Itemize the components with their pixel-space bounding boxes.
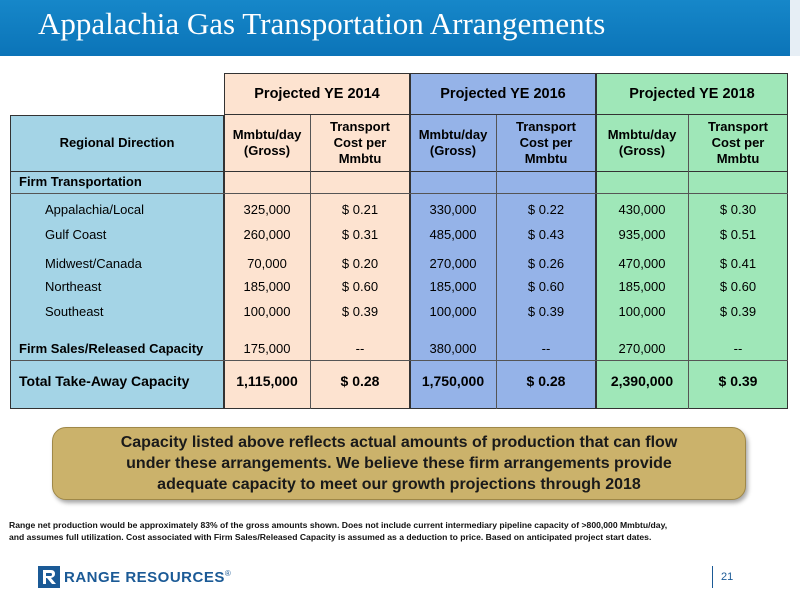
header-ye2016-label: Projected YE 2016 xyxy=(440,86,566,102)
callout-line: under these arrangements. We believe these firm arrangements provide xyxy=(126,455,672,472)
title-bar xyxy=(0,0,800,56)
logo-wordmark xyxy=(64,569,231,586)
cost-label-line: Mmbtu xyxy=(338,151,382,166)
footnote xyxy=(9,519,794,543)
cell-cost: $ 0.60 xyxy=(341,279,379,294)
volume-label-line: (Gross) xyxy=(243,143,291,158)
cell-volume: 470,000 xyxy=(618,256,666,271)
volume-label-line: Mmbtu/day xyxy=(607,127,677,142)
cell-cost: $ 0.26 xyxy=(527,256,565,271)
capacity-callout xyxy=(52,427,746,500)
row-label-total: Total Take-Away Capacity xyxy=(19,373,190,389)
cost-label-line: Transport xyxy=(708,119,768,134)
footnote-line: Range net production would be approximately 83% of the gross amounts shown. Does not include current intermediary pipeline capacity of >800,000 Mmbtu/day, xyxy=(9,520,668,530)
header-volume-2014 xyxy=(224,115,310,171)
cell-cost: $ 0.20 xyxy=(341,256,379,271)
cell-total-volume: 1,750,000 xyxy=(421,373,485,389)
cell-volume: 270,000 xyxy=(618,341,666,356)
header-ye2018-label: Projected YE 2018 xyxy=(629,86,755,102)
cell-cost: $ 0.43 xyxy=(527,227,565,242)
logo-text: RANGE RESOURCES xyxy=(64,568,225,586)
cell-cost: $ 0.60 xyxy=(719,279,757,294)
volume-label-line: Mmbtu/day xyxy=(418,127,488,142)
cell-cost: $ 0.39 xyxy=(527,304,565,319)
volume-label-line: Mmbtu/day xyxy=(232,127,302,142)
row-label-midwest: Midwest/Canada xyxy=(45,256,142,271)
header-cost-2014 xyxy=(310,115,410,171)
cell-cost: $ 0.22 xyxy=(527,202,565,217)
cell-cost: $ 0.41 xyxy=(719,256,757,271)
volume-label-line: (Gross) xyxy=(618,143,666,158)
cell-volume: 485,000 xyxy=(429,227,477,242)
cell-cost: -- xyxy=(355,341,365,356)
cell-volume: 175,000 xyxy=(243,341,291,356)
regional-direction-label: Regional Direction xyxy=(59,135,175,150)
range-logo-icon xyxy=(38,566,60,588)
cell-volume: 70,000 xyxy=(247,256,287,271)
row-label-appalachia: Appalachia/Local xyxy=(45,202,145,217)
page-number: 21 xyxy=(712,566,733,588)
cell-cost: $ 0.60 xyxy=(527,279,565,294)
cell-volume: 100,000 xyxy=(243,304,291,319)
header-cost-2018 xyxy=(688,115,788,171)
header-ye2014-label: Projected YE 2014 xyxy=(254,86,380,102)
cell-volume: 325,000 xyxy=(243,202,291,217)
cell-cost: $ 0.31 xyxy=(341,227,379,242)
range-resources-logo xyxy=(38,566,231,588)
cell-volume: 330,000 xyxy=(429,202,477,217)
callout-line: Capacity listed above reflects actual amounts of production that can flow xyxy=(120,434,678,451)
cell-volume: 380,000 xyxy=(429,341,477,356)
slide-title: Appalachia Gas Transportation Arrangements xyxy=(38,6,606,41)
row-label-southeast: Southeast xyxy=(45,304,104,319)
cell-volume: 185,000 xyxy=(618,279,666,294)
cost-label-line: Transport xyxy=(516,119,576,134)
cell-volume: 100,000 xyxy=(618,304,666,319)
cell-total-cost: $ 0.28 xyxy=(340,373,380,389)
cell-cost: -- xyxy=(541,341,551,356)
cell-volume: 270,000 xyxy=(429,256,477,271)
cost-label-line: Mmbtu xyxy=(716,151,760,166)
regional-direction-header xyxy=(10,115,224,171)
header-ye2018 xyxy=(596,73,788,115)
volume-label-line: (Gross) xyxy=(429,143,477,158)
cell-cost: $ 0.39 xyxy=(719,304,757,319)
section-firm-transportation: Firm Transportation xyxy=(19,174,142,189)
cell-cost: $ 0.30 xyxy=(719,202,757,217)
cost-label-line: Cost per xyxy=(519,135,573,150)
cell-volume: 935,000 xyxy=(618,227,666,242)
row-label-firm-sales: Firm Sales/Released Capacity xyxy=(19,341,204,356)
cell-cost: -- xyxy=(733,341,743,356)
cell-cost: $ 0.39 xyxy=(341,304,379,319)
title-bar-edge xyxy=(790,0,800,56)
cell-total-cost: $ 0.28 xyxy=(526,373,566,389)
cost-label-line: Mmbtu xyxy=(524,151,568,166)
header-volume-2018 xyxy=(596,115,688,171)
cell-total-volume: 1,115,000 xyxy=(236,373,298,389)
cell-total-volume: 2,390,000 xyxy=(610,373,674,389)
cost-label-line: Transport xyxy=(330,119,390,134)
row-label-gulf-coast: Gulf Coast xyxy=(45,227,107,242)
callout-line: adequate capacity to meet our growth projections through 2018 xyxy=(157,476,641,493)
header-ye2016 xyxy=(410,73,596,115)
cost-label-line: Cost per xyxy=(711,135,765,150)
cell-volume: 100,000 xyxy=(429,304,477,319)
cell-total-cost: $ 0.39 xyxy=(718,373,758,389)
cost-label-line: Cost per xyxy=(333,135,387,150)
cell-volume: 430,000 xyxy=(618,202,666,217)
cell-volume: 260,000 xyxy=(243,227,291,242)
header-volume-2016 xyxy=(410,115,496,171)
transport-table xyxy=(10,73,788,409)
cell-cost: $ 0.21 xyxy=(341,202,379,217)
footnote-line: and assumes full utilization. Cost associated with Firm Sales/Released Capacity is assumed as a deduction to price. Based on anticipated project start dates. xyxy=(9,532,652,542)
cell-volume: 185,000 xyxy=(243,279,291,294)
row-label-northeast: Northeast xyxy=(45,279,102,294)
cell-volume: 185,000 xyxy=(429,279,477,294)
header-cost-2016 xyxy=(496,115,596,171)
logo-registered-mark: ® xyxy=(224,568,232,578)
cell-cost: $ 0.51 xyxy=(719,227,757,242)
header-ye2014 xyxy=(224,73,410,115)
